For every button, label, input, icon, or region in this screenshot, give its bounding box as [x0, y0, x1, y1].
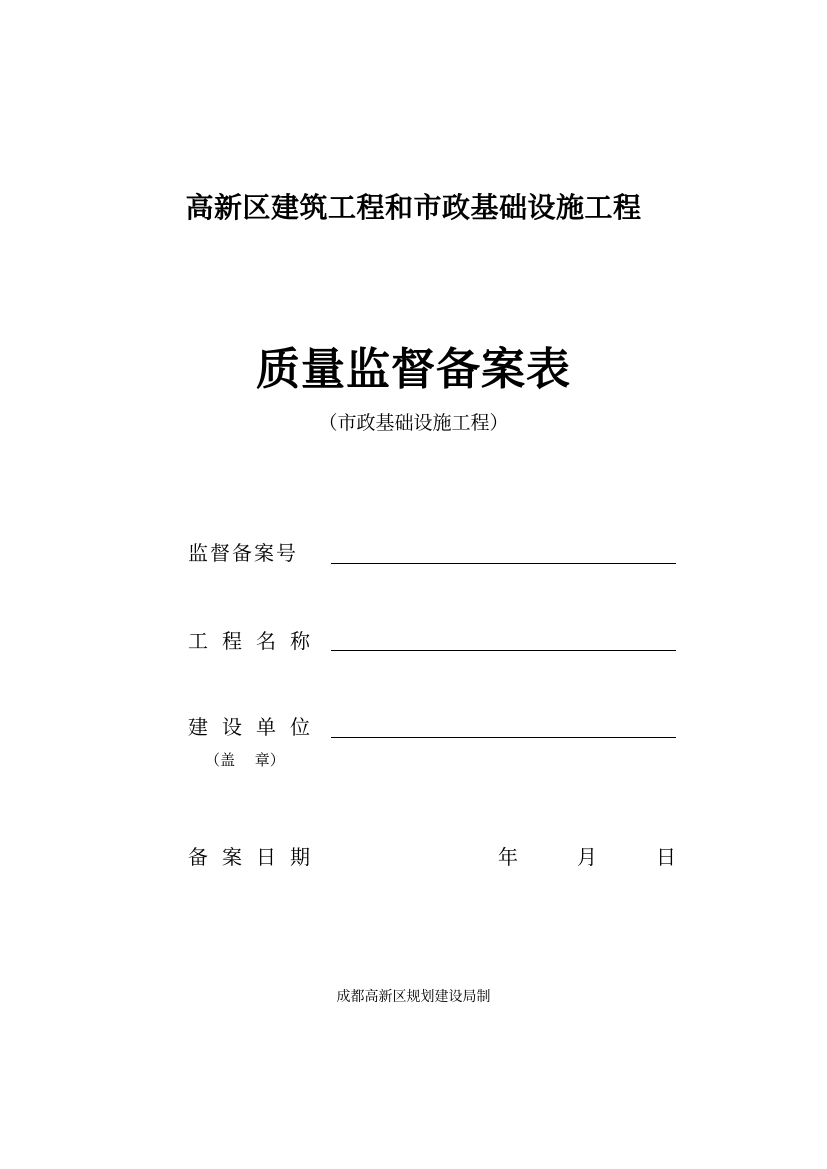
label-char: 期	[290, 845, 310, 869]
date-month-label: 月	[577, 845, 597, 869]
filing-date-label	[188, 843, 310, 871]
project-name-label	[188, 627, 310, 655]
label-char: 工	[188, 629, 208, 653]
label-char: 程	[222, 629, 242, 653]
label-char: 称	[290, 629, 310, 653]
subtitle: （市政基础设施工程）	[318, 412, 509, 434]
project-name-field[interactable]	[331, 650, 676, 651]
date-day-label: 日	[656, 845, 676, 869]
label-char: 日	[256, 845, 276, 869]
main-title: 质量监督备案表	[256, 344, 571, 395]
top-title: 高新区建筑工程和市政基础设施工程	[185, 191, 642, 224]
date-year-label: 年	[498, 845, 518, 869]
label-char: 位	[290, 715, 310, 739]
record-number-label: 监督备案号	[188, 541, 298, 565]
construction-unit-label	[188, 713, 310, 741]
seal-note: （盖 章）	[205, 751, 285, 769]
record-number-field[interactable]	[331, 563, 676, 564]
construction-unit-field[interactable]	[331, 737, 676, 738]
label-char: 名	[256, 629, 276, 653]
label-char: 单	[256, 715, 276, 739]
label-char: 建	[188, 715, 208, 739]
label-char: 备	[188, 845, 208, 869]
issuer: 成都高新区规划建设局制	[336, 989, 491, 1005]
label-char: 设	[222, 715, 242, 739]
label-char: 案	[222, 845, 242, 869]
